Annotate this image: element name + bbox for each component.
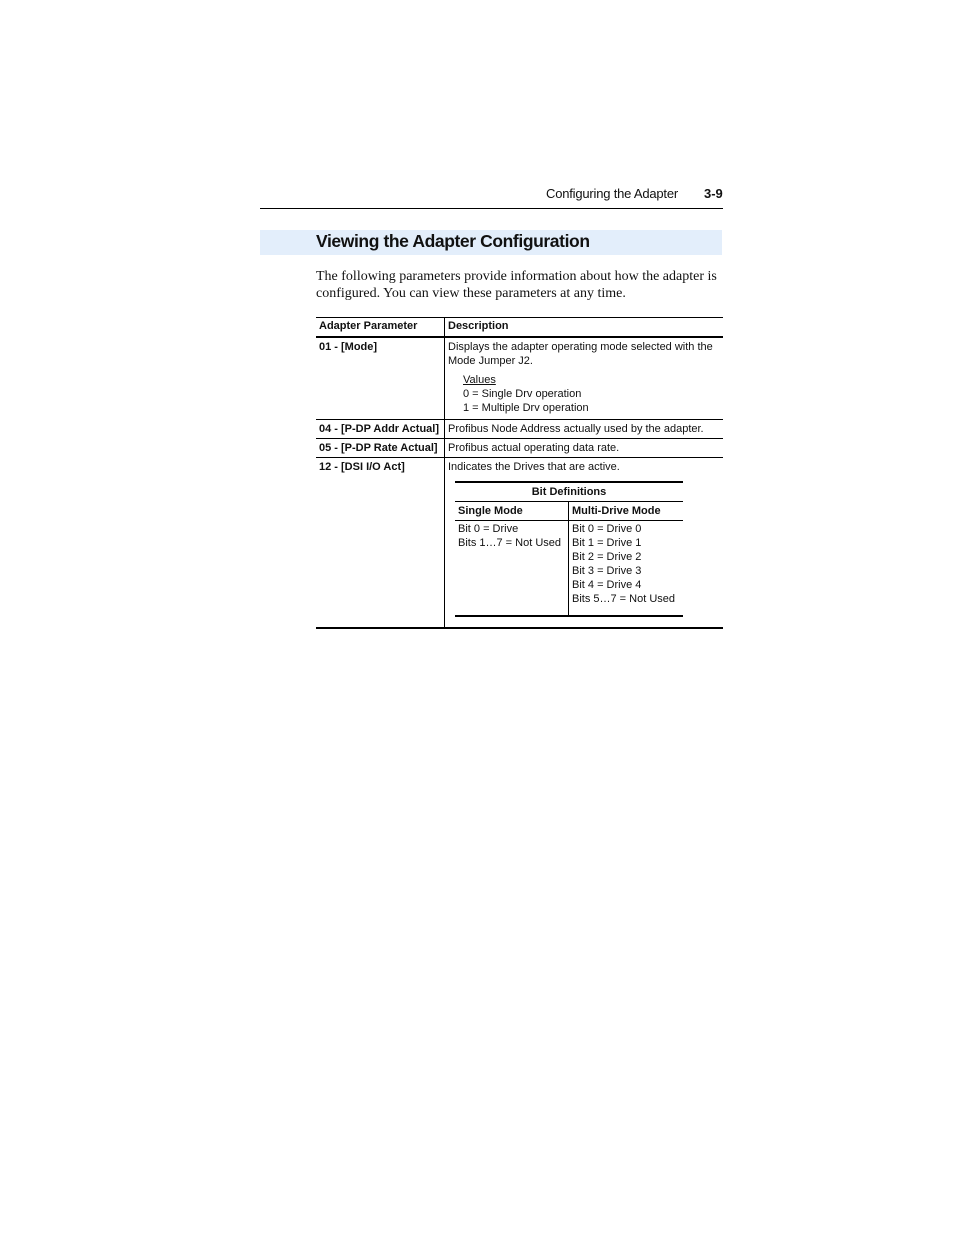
bit-definitions [455, 481, 720, 617]
values-list [463, 373, 720, 417]
parameter-name: 04 - [P-DP Addr Actual] [316, 420, 445, 439]
table-row [316, 458, 723, 629]
multi-drive-mode-header: Multi-Drive Mode [569, 502, 684, 521]
parameter-description: Profibus actual operating data rate. [448, 442, 620, 454]
bit-definitions-table [455, 481, 683, 617]
parameter-description [445, 337, 724, 420]
bit-item: Bit 0 = Drive [458, 523, 519, 535]
description-text: Displays the adapter operating mode selected with the Mode Jumper J2. [448, 341, 713, 367]
table-row [316, 337, 723, 420]
parameter-name: 05 - [P-DP Rate Actual] [316, 439, 445, 458]
bit-item: Bit 1 = Drive 1 [572, 537, 642, 549]
header-rule [260, 208, 723, 209]
bit-item: Bit 2 = Drive 2 [572, 551, 642, 563]
parameter-name: 12 - [DSI I/O Act] [316, 458, 445, 629]
bit-item: Bits 1…7 = Not Used [458, 537, 562, 549]
page-number: 3-9 [704, 186, 723, 201]
column-header-parameter: Adapter Parameter [316, 318, 445, 338]
parameter-description: Profibus Node Address actually used by the adapter. [448, 423, 704, 435]
description-text: Indicates the Drives that are active. [448, 461, 620, 473]
section-title: Viewing the Adapter Configuration [316, 231, 590, 251]
running-header-section: Configuring the Adapter [546, 186, 678, 201]
bit-item: Bits 5…7 = Not Used [572, 593, 676, 605]
column-header-description: Description [445, 318, 724, 338]
value-item: 1 = Multiple Drv operation [463, 402, 589, 414]
bit-definitions-title: Bit Definitions [455, 482, 683, 502]
values-label: Values [463, 374, 496, 386]
bit-item: Bit 0 = Drive 0 [572, 523, 642, 535]
multi-drive-mode-bits [569, 521, 684, 616]
parameter-table [316, 317, 723, 629]
value-item: 0 = Single Drv operation [463, 388, 582, 400]
table-row [316, 439, 723, 458]
bit-item: Bit 3 = Drive 3 [572, 565, 642, 577]
parameter-name: 01 - [Mode] [316, 337, 445, 420]
single-mode-bits [455, 521, 569, 616]
parameter-description [445, 458, 724, 629]
table-header-row [316, 318, 723, 338]
single-mode-header: Single Mode [455, 502, 569, 521]
table-row [316, 420, 723, 439]
bit-item: Bit 4 = Drive 4 [572, 579, 642, 591]
intro-paragraph: The following parameters provide information about how the adapter is configured. You can view these parameters at any time. [316, 269, 717, 301]
